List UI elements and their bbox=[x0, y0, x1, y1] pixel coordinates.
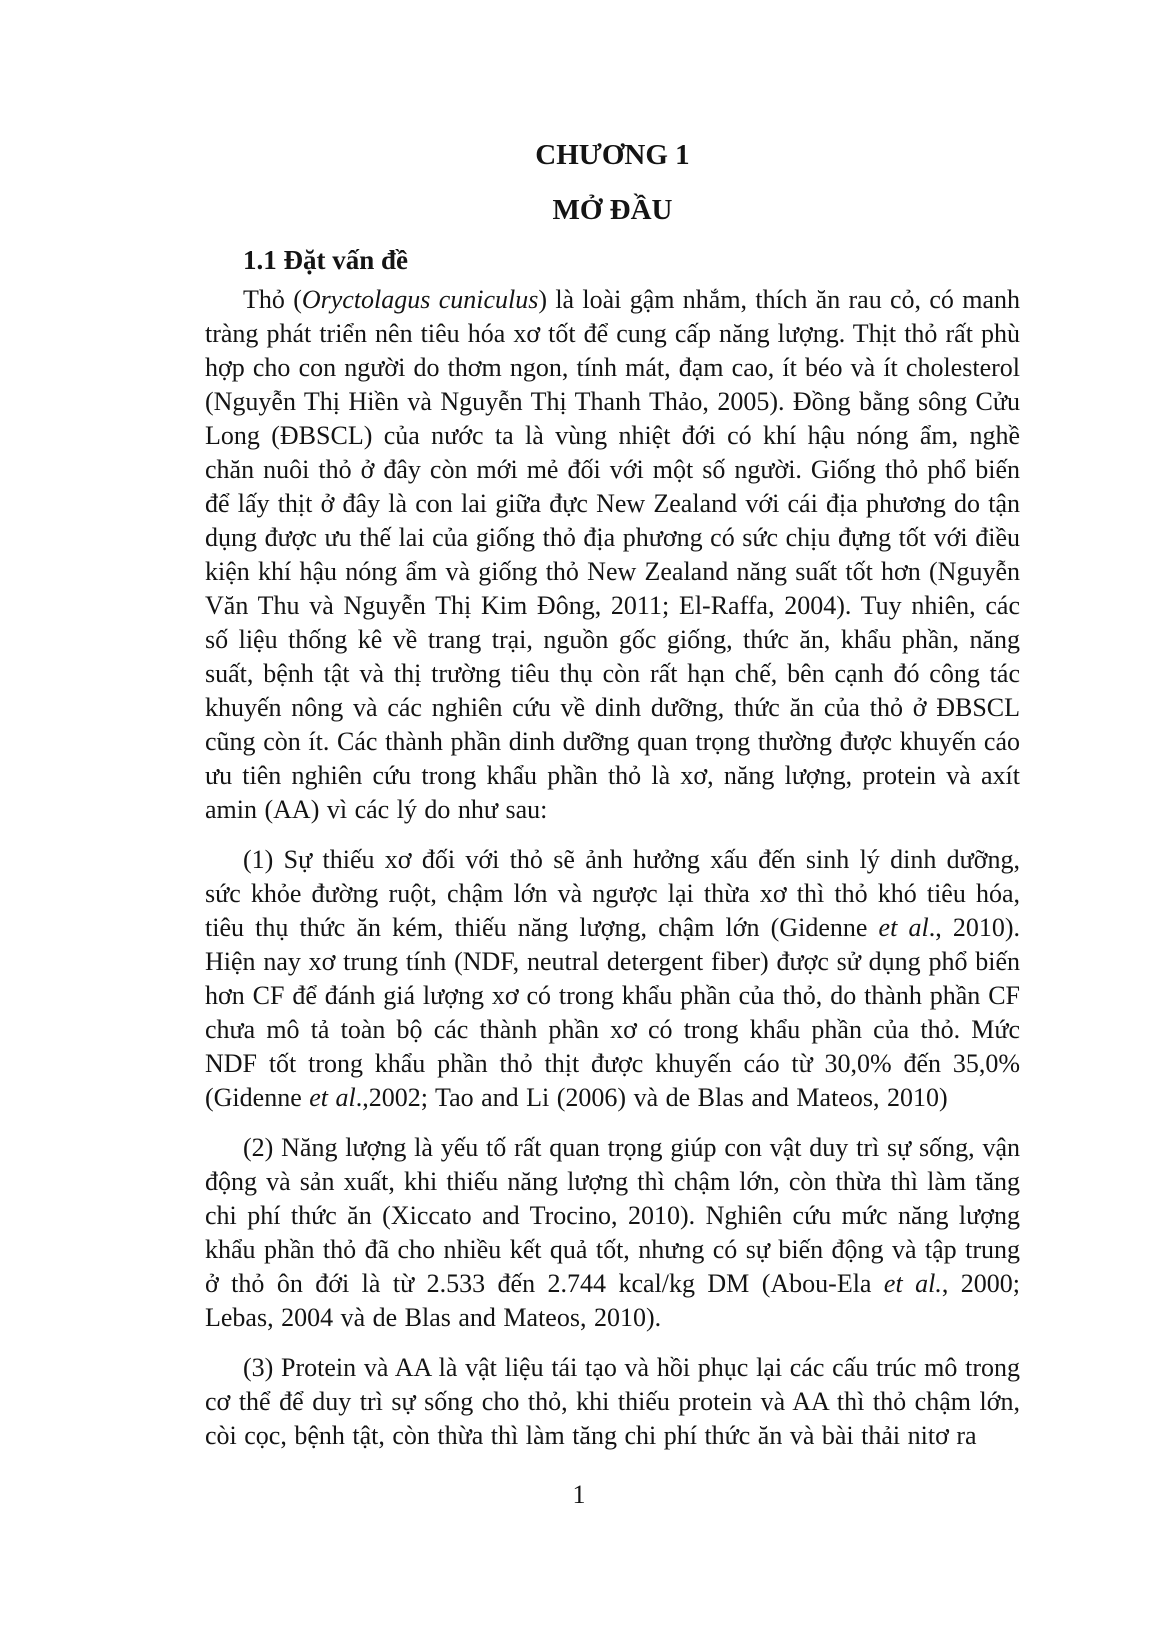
text-run: ) là loài gậm nhắm, thích ăn rau cỏ, có manh tràng phát triển nên tiêu hóa xơ tốt để cung cấp năng lượng. Thịt thỏ rất phù hợp cho con người do thơm ngon, tính mát, đạm cao, ít béo và ít cholesterol (Nguyễn Thị Hiền và Nguyễn Thị Thanh Thảo, 2005). Đồng bằng sông Cửu Long (ĐBSCL) của nước ta là vùng nhiệt đới có khí hậu nóng ẩm, nghề chăn nuôi thỏ ở đây còn mới mẻ đối với một số người. Giống thỏ phổ biến để lấy thịt ở đây là con lai giữa đực New Zealand với cái địa phương do tận dụng được ưu thế lai của giống thỏ địa phương có sức chịu đựng tốt với điều kiện khí hậu nóng ẩm và giống thỏ New Zealand năng suất tốt hơn (Nguyễn Văn Thu và Nguyễn Thị Kim Đông, 2011; El-Raffa, 2004). Tuy nhiên, các số liệu thống kê về trang trại, nguồn gốc giống, thức ăn, khẩu phần, năng suất, bệnh tật và thị trường tiêu thụ còn rất hạn chế, bên cạnh đó công tác khuyến nông và các nghiên cứu về dinh dưỡng, thức ăn của thỏ ở ĐBSCL cũng còn ít. Các thành phần dinh dưỡng quan trọng thường được khuyến cáo ưu tiên nghiên cứu trong khẩu phần thỏ là xơ, năng lượng, protein và axít amin (AA) vì các lý do như sau: bbox=[205, 285, 1020, 824]
paragraph bbox=[205, 283, 1020, 827]
italic-text-run: et al bbox=[878, 913, 929, 942]
paragraph bbox=[205, 843, 1020, 1115]
chapter-heading: CHƯƠNG 1 bbox=[535, 139, 690, 171]
paragraph bbox=[205, 1351, 1020, 1453]
text-run: (1) Sự thiếu xơ đối với thỏ sẽ ảnh hưởng xấu đến sinh lý dinh dưỡng, sức khỏe đường ruột, chậm lớn và ngược lại thừa xơ thì thỏ khó tiêu hóa, tiêu thụ thức ăn kém, thiếu năng lượng, chậm lớn (Gidenne bbox=[205, 845, 1020, 942]
text-run: , 2000; Lebas, 2004 và de Blas and Mateos, 2010). bbox=[205, 1269, 1020, 1332]
paragraph bbox=[205, 1131, 1020, 1335]
document-body bbox=[205, 283, 1020, 1453]
text-run: (2) Năng lượng là yếu tố rất quan trọng giúp con vật duy trì sự sống, vận động và sản xuất, khi thiếu năng lượng thì chậm lớn, còn thừa thì làm tăng chi phí thức ăn (Xiccato and Trocino, 2010). Nghiên cứu mức năng lượng khẩu phần thỏ đã cho nhiều kết quả tốt, nhưng có sự biến động và tập trung ở thỏ ôn đới là từ 2.533 đến 2.744 kcal/kg DM (Abou-Ela bbox=[205, 1133, 1020, 1298]
italic-text-run: et al bbox=[309, 1083, 356, 1112]
page-number: 1 bbox=[572, 1480, 586, 1509]
italic-text-run: et al. bbox=[883, 1269, 942, 1298]
text-run: (3) Protein và AA là vật liệu tái tạo và hồi phục lại các cấu trúc mô trong cơ thể để duy trì sự sống cho thỏ, khi thiếu protein và AA thì thỏ chậm lớn, còi cọc, bệnh tật, còn thừa thì làm tăng chi phí thức ăn và bài thải nitơ ra bbox=[205, 1353, 1020, 1450]
text-run: .,2002; Tao and Li (2006) và de Blas and Mateos, 2010) bbox=[355, 1083, 948, 1112]
document-title: MỞ ĐẦU bbox=[552, 194, 673, 226]
text-run: Thỏ ( bbox=[243, 285, 302, 314]
italic-text-run: Oryctolagus cuniculus bbox=[301, 285, 539, 314]
text-run: ., 2010). Hiện nay xơ trung tính (NDF, neutral detergent fiber) được sử dụng phổ biến hơn CF để đánh giá lượng xơ có trong khẩu phần của thỏ, do thành phần CF chưa mô tả toàn bộ các thành phần xơ có trong khẩu phần của thỏ. Mức NDF tốt trong khẩu phần thỏ thịt được khuyến cáo từ 30,0% đến 35,0% (Gidenne bbox=[205, 913, 1020, 1112]
section-heading: 1.1 Đặt vấn đề bbox=[243, 245, 409, 275]
